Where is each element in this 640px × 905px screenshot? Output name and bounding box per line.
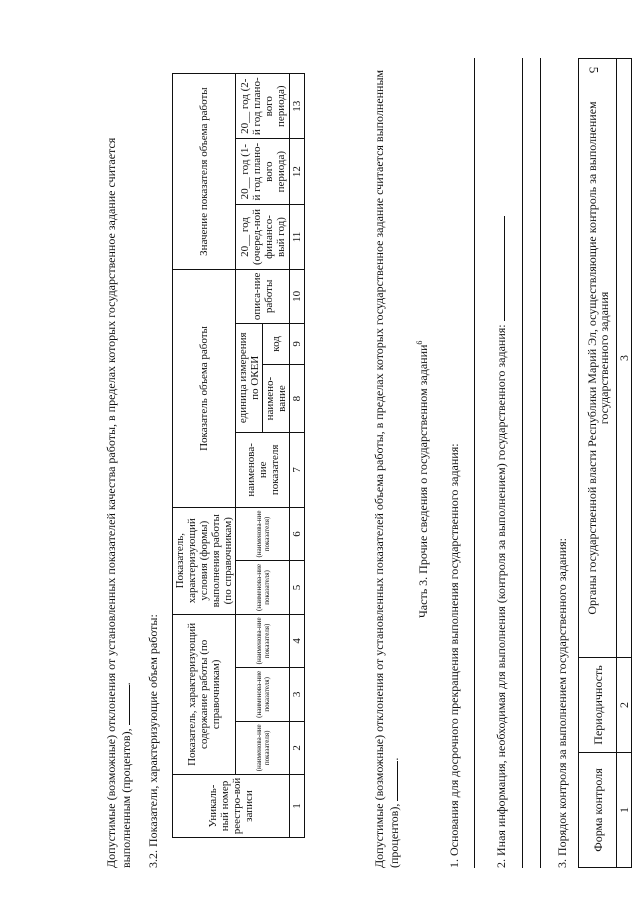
blank-line (494, 216, 505, 321)
th-indicator-name: наименова-ние показателя (236, 432, 290, 507)
th-sub-indicator: (наименова-ние показателя) (236, 561, 290, 614)
th-sub-indicator: (наименова-ние показателя) (236, 668, 290, 721)
th-control-organs: Органы государственной власти Республики Марий Эл, осуществляющие контроль за выполнением государственного задания (579, 59, 617, 658)
col-number: 3 (290, 668, 305, 721)
th-year-2: 20__ год (1-й год плано-вого периода) (236, 139, 290, 204)
control-table (578, 58, 632, 868)
item-1-early-termination: 1. Основания для досрочного прекращения выполнения государственного задания: (447, 443, 461, 868)
th-unit-okei: единица измерения по ОКЕИ (236, 323, 263, 432)
col-number: 6 (290, 507, 305, 560)
blank-line (119, 685, 130, 725)
item-2-other-info: 2. Иная информация, необходимая для выполнения (контроля за выполнением) государственного задания: (494, 58, 509, 868)
col-number: 3 (617, 59, 632, 658)
col-number: 2 (290, 721, 305, 774)
col-number: 10 (290, 270, 305, 323)
col-number: 8 (290, 365, 305, 433)
section-3-2-title: 3.2. Показатели, характеризующие объем работы: (146, 614, 160, 868)
th-volume-indicator: Показатель объема работы (173, 270, 236, 508)
th-sub-indicator: (наименова-ние показателя) (236, 507, 290, 560)
th-year-3: 20__ год (2-й год плано-вого периода) (236, 74, 290, 139)
item-3-control-procedure: 3. Порядок контроля за выполнением государственного задания: (555, 538, 569, 868)
th-unit-name: наимено-вание (263, 365, 290, 433)
blank-line (387, 761, 398, 801)
page-number: 5 (585, 66, 601, 74)
th-periodicity: Периодичность (579, 658, 617, 753)
th-unique-number: Уникаль-ный номер реестро-вой записи (173, 775, 290, 838)
th-unit-code: код (263, 323, 290, 365)
th-control-form: Форма контроля (579, 753, 617, 868)
col-number: 9 (290, 323, 305, 365)
col-number: 11 (290, 204, 305, 269)
blank-line (540, 58, 541, 868)
rotated-page-content (102, 30, 640, 878)
quality-deviation-paragraph: Допустимые (возможные) отклонения от установленных показателей качества работы, в пределах которых государственное задание считается выполненным (процентов), . (104, 137, 133, 868)
col-number: 1 (290, 775, 305, 838)
th-sub-indicator: (наименова-ние показателя) (236, 721, 290, 774)
col-number: 5 (290, 561, 305, 614)
blank-line (522, 58, 523, 868)
col-number: 1 (617, 753, 632, 868)
blank-line (474, 58, 475, 868)
th-work-description: описа-ние работы (236, 270, 290, 323)
th-year-1: 20__ год (очеред-ной финансо-вый год) (236, 204, 290, 269)
col-number: 2 (617, 658, 632, 753)
volume-deviation-paragraph: Допустимые (возможные) отклонения от установленных показателей объема работы, в пределах которых государственное задание считается выполненным (процентов), . (372, 69, 401, 868)
th-content: Показатель, характеризующий содержание работы (по справочникам) (173, 614, 236, 774)
col-number: 4 (290, 614, 305, 667)
col-number: 13 (290, 74, 305, 139)
col-number: 12 (290, 139, 305, 204)
part-3-title: Часть 3. Прочие сведения о государственном задании$^6$ (415, 340, 430, 618)
volume-indicators-table (172, 73, 305, 838)
th-sub-indicator: (наименова-ние показателя) (236, 614, 290, 667)
col-number: 7 (290, 432, 305, 507)
th-volume-values: Значение показателя объема работы (173, 74, 236, 270)
th-conditions: Показатель, характеризующий условия (формы) выполнения работы (по справочникам) (173, 507, 236, 614)
